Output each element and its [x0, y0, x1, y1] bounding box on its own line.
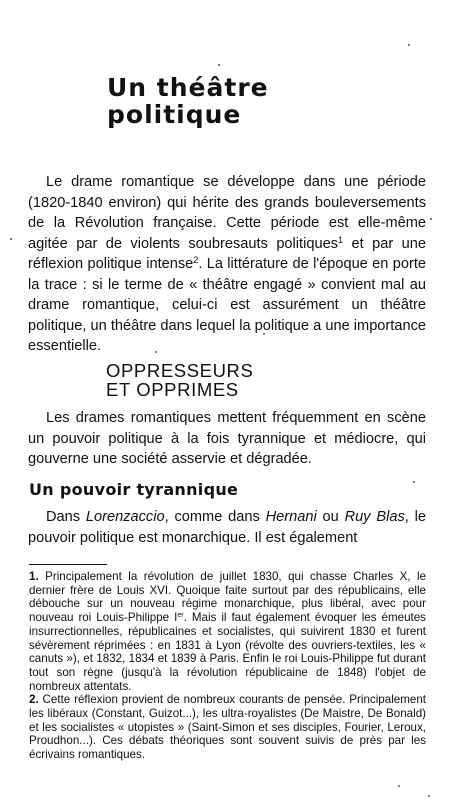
scan-speck — [10, 238, 12, 240]
footnote-2 — [29, 693, 426, 762]
subsection-heading: Un pouvoir tyrannique — [29, 480, 239, 499]
footnote-1-text-b: . Mais il faut également évoquer les émeutes insurrectionnelles, républicaines et socialistes, qui suivirent 1830 et furent sévèrement réprimées : en 1831 à Lyon (révolte des ouvriers-textiles, les « canuts »), et 1832, 1834 et 1839 à Paris. Enfin le roi Louis-Philippe fut durant tout son règne (jusqu'à la révolution républicaine de 1848) l'objet de nombreux attentats. — [29, 611, 426, 693]
page-title — [107, 74, 407, 128]
section-heading — [106, 361, 406, 399]
work-title-hernani: Hernani — [265, 509, 317, 525]
section-heading-line-1: OPPRESSEURS — [106, 360, 254, 381]
work-title-lorenzaccio: Lorenzaccio — [85, 509, 165, 525]
footnote-2-number: 2. — [29, 693, 39, 707]
scan-speck — [398, 785, 400, 787]
scan-speck — [430, 218, 432, 220]
subsection-paragraph — [28, 507, 426, 548]
footnote-ref-1: 1 — [337, 234, 344, 245]
footnote-2-text: Cette réflexion provient de nombreux courants de pensée. Principalement les libéraux (Constant, Guizot...), les ultra-royalistes (De Maistre, De Bonald) et les socialistes « utopistes » (Saint-Simon et ses disciples, Fourier, Leroux, Proudhon...). Ces débats théoriques sont souvent suivis de près par les écrivains romantiques. — [29, 693, 426, 762]
footnote-1-number: 1. — [29, 570, 39, 583]
scan-speck — [218, 64, 220, 66]
scan-speck — [428, 795, 430, 797]
scan-speck — [263, 333, 265, 335]
footnote-1-text-a: Principalement la révolution de juillet 1830, qui chasse Charles X, le dernier frère de Louis XVI. Quoique faite surtout par des républicains, elle débouche sur un nouveau régime monarchique, plus libéral, avec pour nouveau roi Louis-Philippe I — [29, 570, 426, 625]
subsection-text-3: ou — [316, 509, 345, 525]
scan-speck — [155, 351, 157, 353]
section-paragraph: Les drames romantiques mettent fréquemment en scène un pouvoir politique à la fois tyrannique et médiocre, qui gouverne une société asservie et dégradée. — [28, 410, 426, 467]
footnote-1 — [29, 570, 426, 693]
footnotes — [29, 570, 426, 762]
intro-paragraph — [28, 172, 426, 357]
title-line-2: politique — [107, 100, 242, 129]
title-line-1: Un théâtre — [107, 73, 269, 102]
work-title-ruy-blas: Ruy Blas — [344, 509, 405, 525]
subsection-text-1: Dans — [46, 509, 86, 525]
scan-speck — [408, 44, 410, 46]
intro-text-3: . La littérature de l'époque en porte la trace : si le terme de « théâtre engagé » convient mal au drame romantique, celui-ci est assurément un théâtre politique, un théâtre dans lequel la politique a une importance essentielle. — [28, 256, 426, 354]
scan-speck — [413, 481, 415, 483]
footnote-ref-2: 2 — [193, 255, 199, 266]
intro-text-1: Le drame romantique se développe dans une période (1820-1840 environ) qui hérite des grands bouleversements de la Révolution française. Cette période est elle-même agitée par de violents soubresauts politiques — [28, 174, 426, 252]
subsection-text-4: , le pouvoir politique est monarchique. Il est également — [28, 509, 426, 546]
footnote-divider — [29, 564, 107, 565]
subsection-text-2: , comme dans — [164, 509, 266, 525]
section-heading-line-2: ET OPPRIMES — [106, 379, 239, 400]
footnote-1-superscript: er — [177, 610, 184, 620]
intro-text-2: et par une réflexion politique intense — [28, 235, 426, 272]
